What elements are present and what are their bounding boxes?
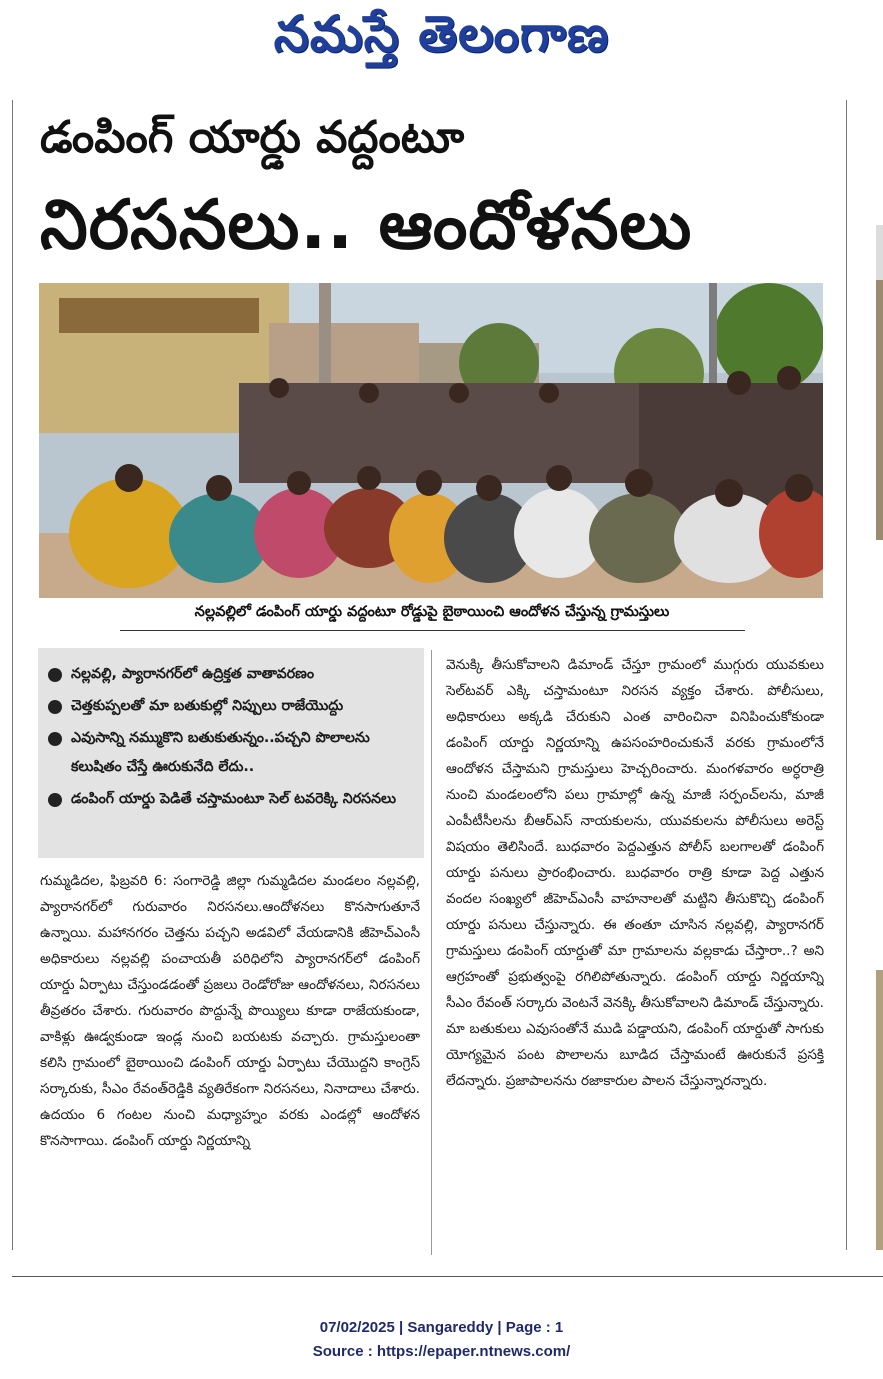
body-column-left xyxy=(40,868,420,1268)
highlight-text: ఎవుసాన్ని నమ్ముకొని బతుకుతున్నం..పచ్చని పొలాలను కలుషితం చేస్తే ఊరుకునేది లేదు.. xyxy=(71,730,370,775)
column-divider-left xyxy=(12,100,13,1250)
highlights-box xyxy=(38,648,424,858)
headline-line-2: నిరసనలు.. ఆందోళనలు xyxy=(40,186,693,265)
highlight-item xyxy=(48,724,414,782)
column-divider-body xyxy=(431,650,432,1255)
body-text-right: వెనుక్కి తీసుకోవాలని డిమాండ్ చేస్తూ గ్రామంలో ముగ్గురు యువకులు సెల్‌టవర్ ఎక్కి చస్తామంటూ నిరసన వ్యక్తం చేశారు. పోలీసులు, అధికారులు అక్కడి చేరుకుని ఎంత వారించినా వినిపించుకోకుండా డంపింగ్ యార్డు నిర్ణయాన్ని ఉపసంహరించుకునే వరకు గ్రామంలోనే ఆందోళన చేస్తామని గ్రామస్తులు హెచ్చరించారు. మంగళవారం అర్ధరాత్రి నుంచి మండలంలోని పలు గ్రామాల్లో ఉన్న మాజీ సర్పంచ్‌లను, మాజీ ఎంపీటీసీలను బీఆర్‌ఎస్ నాయకులను, యువకులను పోలీసులు అరెస్ట్ విషయం తెలిసిందే. బుధవారం పెద్దఎత్తున పోలీస్ బలగాలతో డంపింగ్ యార్డు పనులు ప్రారంభించారు. బుధవారం రాత్రి కూడా పెద్ద ఎత్తున వందల సంఖ్యలో జీహెచ్‌ఎంసీ వాహనాలతో మట్టిని తీసుకొచ్చి డంపింగ్ యార్డు పనులు చేస్తున్నారు. ఈ తంతూ చూసిన నల్లవల్లి, ప్యారానగర్ గ్రామస్తులు డంపింగ్ యార్డుతో మా గ్రామాలను వల్లకాడు చేస్తారా..? అని ఆగ్రహంతో ప్రభుత్వంపై రగిలిపోతున్నారు. డంపింగ్ యార్డు నిర్ణయాన్ని సీఎం రేవంత్ సర్కారు వెంటనే వెనక్కి తీసుకోవాలని డిమాండ్ చేస్తున్నారు. మా బతుకులు ఎవుసంతోనే ముడి పడ్డాయని, డంపింగ్ యార్డుతో సాగుకు యోగ్యమైన పంట పొలాలను బూడిద చేస్తామంటే ఊరుకునే ప్రసక్తి లేదన్నారు. ప్రజాపాలనను రజాకారుల పాలన చేస్తున్నారన్నారు. xyxy=(446,657,824,1089)
newspaper-logo-title: నమస్తే తెలంగాణ xyxy=(273,4,610,63)
highlight-text: డంపింగ్ యార్డు పెడితే చస్తామంటూ సెల్ టవరెక్కి నిరసనలు xyxy=(71,791,397,807)
highlight-item xyxy=(48,660,414,689)
footer-source-link[interactable]: Source : https://epaper.ntnews.com/ xyxy=(312,1343,571,1360)
body-column-right xyxy=(446,652,824,1264)
bullet-icon xyxy=(48,700,62,714)
bullet-icon xyxy=(48,668,62,682)
masthead xyxy=(0,0,883,80)
body-text-left: గుమ్మడిదల, ఫిబ్రవరి 6: సంగారెడ్డి జిల్లా గుమ్మడిదల మండలం నల్లవల్లి, ప్యారానగర్‌లో గురువారం నిరసనలు.ఆందోళనలు కొనసాగుతూనే ఉన్నాయి. మహానగరం చెత్తను పచ్చని అడవిలో వేయడానికి జీహెచ్‌ఎంసీ అధికారులు నల్లవల్లి పంచాయతీ పరిధిలోని ప్యారానగర్‌లో డంపింగ్ యార్డు ఏర్పాటు చేస్తుండడంతో ప్రజలు రెండోరోజు ఆందోళనలు, నిరసనలు తీవ్రతరం చేశారు. గురువారం పొద్దున్నే పొయ్యిలు కూడా రాజేయకుండా, వాకిళ్లు ఊడ్వకుండా ఇండ్ల నుంచి బయటకు వచ్చారు. గ్రామస్తులంతా కలిసి గ్రామంలో బైఠాయించి డంపింగ్ యార్డు ఏర్పాటు చేయొద్దని కాంగ్రెస్ సర్కారుకు, సీఎం రేవంత్‌రెడ్డికి వ్యతిరేకంగా నిరసనలు, నినాదాలు చేశారు. ఉదయం 6 గంటల నుంచి మధ్యాహ్నం వరకు ఎండల్లో ఆందోళన కొనసాగాయి. డంపింగ్ యార్డు నిర్ణయాన్ని xyxy=(40,873,420,1149)
caption-underline xyxy=(120,630,745,631)
highlight-item xyxy=(48,692,414,721)
highlight-text: నల్లవల్లి, ప్యారానగర్‌లో ఉద్రిక్తత వాతావరణం xyxy=(71,666,315,682)
bottom-rule xyxy=(12,1276,883,1277)
footer-date-edition: 07/02/2025 | Sangareddy | Page : 1 xyxy=(319,1319,564,1336)
bullet-icon xyxy=(48,732,62,746)
highlight-text: చెత్తకుప్పలతో మా బతుకుల్లో నిప్పులు రాజేయొద్దు xyxy=(71,698,344,714)
photo-caption: నల్లవల్లిలో డంపింగ్ యార్డు వద్దంటూ రోడ్డుపై బైఠాయించి ఆందోళన చేస్తున్న గ్రామస్తులు xyxy=(194,604,670,620)
highlight-item xyxy=(48,785,414,814)
adjacent-article-strip xyxy=(846,100,883,1250)
headline-line-1: డంపింగ్ యార్డు వద్దంటూ xyxy=(40,112,465,163)
bullet-icon xyxy=(48,793,62,807)
protest-photo xyxy=(39,283,823,598)
page-footer xyxy=(0,1316,883,1364)
